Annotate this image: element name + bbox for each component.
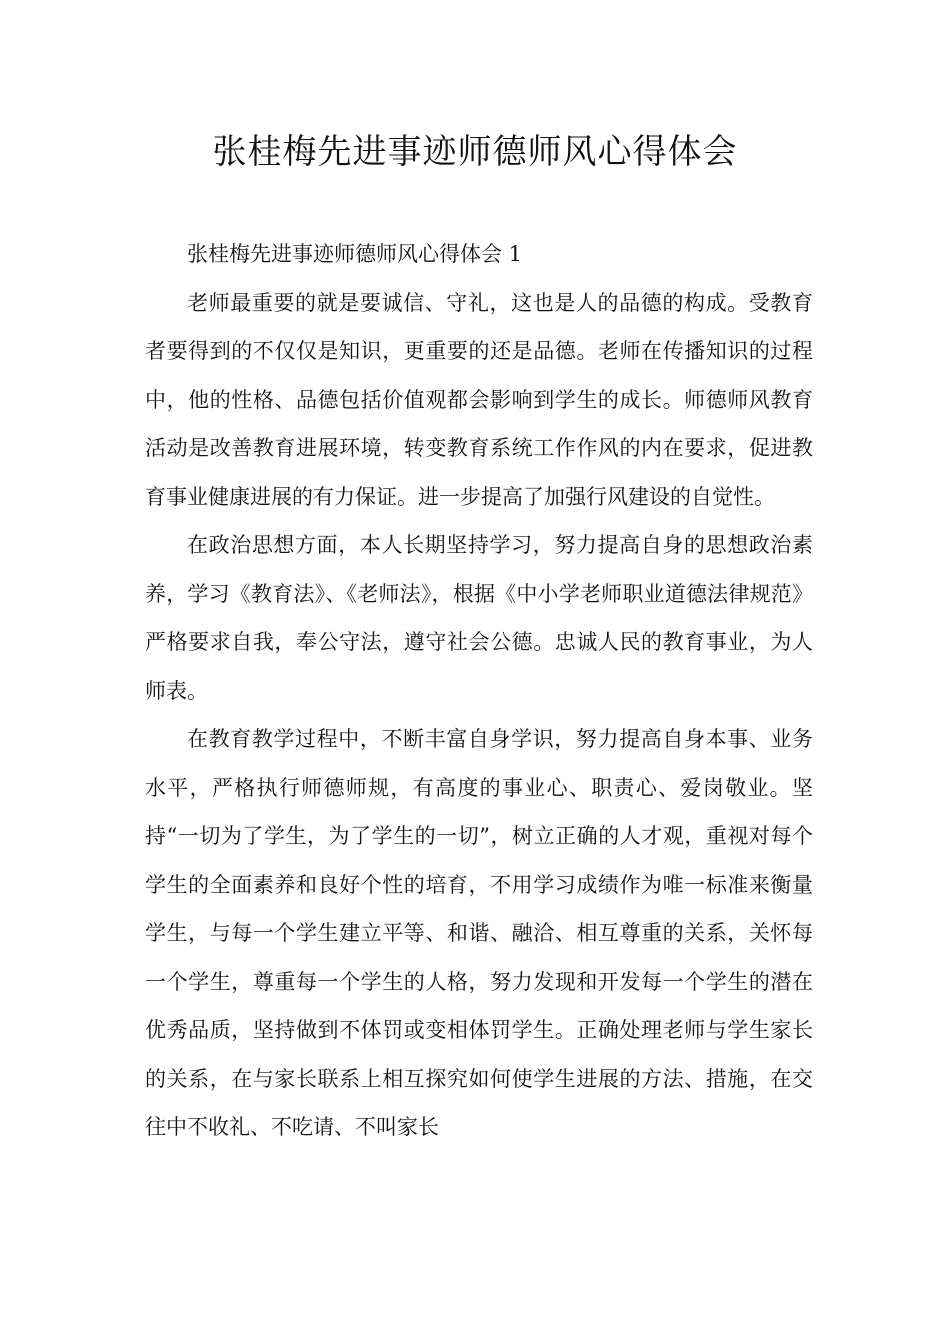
paragraph-1: 老师最重要的就是要诚信、守礼，这也是人的品德的构成。受教育者要得到的不仅仅是知识，更重要的还是品德。老师在传播知识的过程中，他的性格、品德包括价值观都会影响到学生的成长。师德师风教育活动是改善教育进展环境，转变教育系统工作作风的内在要求，促进教育事业健康进展的有力保证。进一步提高了加强行风建设的自觉性。	[145, 290, 813, 509]
paragraph-3: 在教育教学过程中，不断丰富自身学识，努力提高自身本事、业务水平，严格执行师德师规，有高度的事业心、职责心、爱岗敬业。坚持“一切为了学生，为了学生的一切”，树立正确的人才观，重视对每个学生的全面素养和良好个性的培育，不用学习成绩作为唯一标准来衡量学生，与每一个学生建立平等、和谐、融洽、相互尊重的关系，关怀每一个学生，尊重每一个学生的人格，努力发现和开发每一个学生的潜在优秀品质，坚持做到不体罚或变相体罚学生。正确处理老师与学生家长的关系，在与家长联系上相互探究如何使学生进展的方法、措施，在交往中不收礼、不吃请、不叫家长	[145, 727, 813, 1139]
document-title: 张桂梅先进事迹师德师风心得体会	[212, 132, 738, 172]
section-subheading: 张桂梅先进事迹师德师风心得体会 1	[187, 242, 523, 266]
paragraph-2: 在政治思想方面，本人长期坚持学习，努力提高自身的思想政治素养，学习《教育法》、《老师法》，根据《中小学老师职业道德法律规范》严格要求自我，奉公守法，遵守社会公德。忠诚人民的教育事业，为人师表。	[145, 533, 813, 703]
document-body	[145, 230, 813, 1152]
